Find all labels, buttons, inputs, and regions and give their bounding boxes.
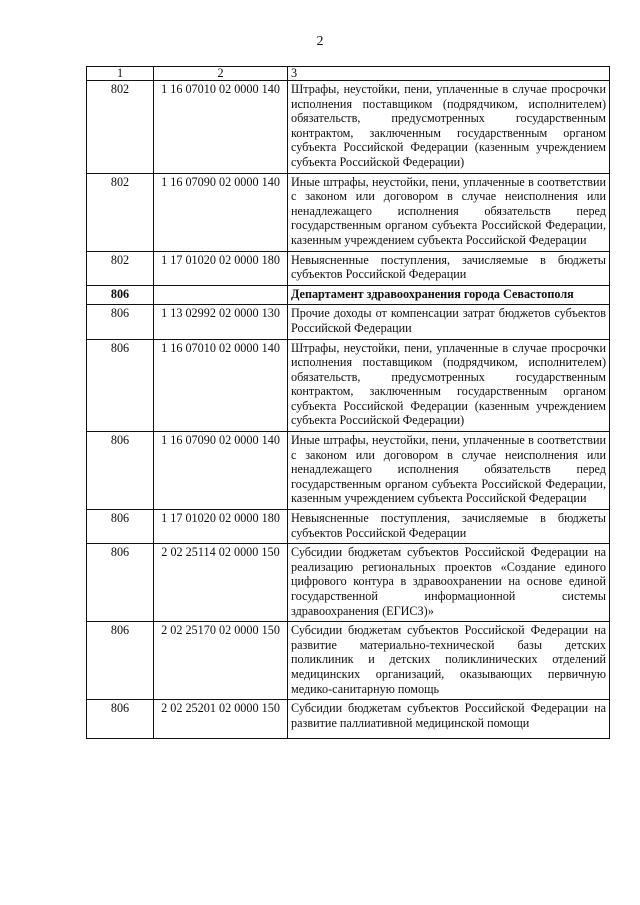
table-row	[87, 622, 610, 700]
budget-classification-code-cell: 2 02 25170 02 0000 150	[154, 622, 288, 700]
budget-classification-code-cell: 1 16 07090 02 0000 140	[154, 173, 288, 251]
budget-classification-code-cell: 2 02 25114 02 0000 150	[154, 544, 288, 622]
revenue-name-cell: Штрафы, неустойки, пени, уплаченные в случае просрочки исполнения поставщиком (подрядчиком, исполнителем) обязательств, предусмотренных государственным контрактом, заключенным государственным органом субъекта Российской Федерации (казенным учреждением субъекта Российской Федерации)	[288, 339, 610, 432]
revenue-name-cell: Иные штрафы, неустойки, пени, уплаченные в соответствии с законом или договором в случае неисполнения или ненадлежащего исполнения обязательств перед государственным органом субъекта Российской Федерации, казенным учреждением субъекта Российской Федерации	[288, 173, 610, 251]
table-row	[87, 544, 610, 622]
admin-code-cell: 806	[87, 285, 154, 305]
table-row	[87, 510, 610, 544]
admin-code-cell: 806	[87, 622, 154, 700]
revenue-name-cell: Субсидии бюджетам субъектов Российской Федерации на развитие паллиативной медицинской помощи	[288, 700, 610, 739]
admin-code-cell: 802	[87, 81, 154, 174]
table-row	[87, 339, 610, 432]
column-header-3: 3	[288, 67, 610, 81]
admin-code-cell: 806	[87, 339, 154, 432]
table-row	[87, 81, 610, 174]
table-row	[87, 305, 610, 339]
budget-classification-code-cell: 1 16 07010 02 0000 140	[154, 339, 288, 432]
revenue-name-cell: Иные штрафы, неустойки, пени, уплаченные в соответствии с законом или договором в случае неисполнения или ненадлежащего исполнения обязательств перед государственным органом субъекта Российской Федерации, казенным учреждением субъекта Российской Федерации	[288, 432, 610, 510]
column-number-row	[87, 67, 610, 81]
column-header-1: 1	[87, 67, 154, 81]
revenue-codes-table	[86, 66, 610, 739]
admin-code-cell: 806	[87, 700, 154, 739]
revenue-name-cell: Субсидии бюджетам субъектов Российской Федерации на развитие материально-технической базы детских поликлиник и детских поликлинических отделений медицинских организаций, оказывающих первичную медико-санитарную помощь	[288, 622, 610, 700]
table-row	[87, 251, 610, 285]
revenue-name-cell: Невыясненные поступления, зачисляемые в бюджеты субъектов Российской Федерации	[288, 510, 610, 544]
column-header-2: 2	[154, 67, 288, 81]
revenue-name-cell: Штрафы, неустойки, пени, уплаченные в случае просрочки исполнения поставщиком (подрядчиком, исполнителем) обязательств, предусмотренных государственным контрактом, заключенным государственным органом субъекта Российской Федерации (казенным учреждением субъекта Российской Федерации)	[288, 81, 610, 174]
budget-classification-code-cell: 2 02 25201 02 0000 150	[154, 700, 288, 739]
budget-classification-code-cell	[154, 285, 288, 305]
budget-classification-code-cell: 1 17 01020 02 0000 180	[154, 251, 288, 285]
admin-code-cell: 806	[87, 432, 154, 510]
admin-code-cell: 802	[87, 173, 154, 251]
page-number: 2	[316, 34, 324, 49]
table-body	[87, 67, 610, 739]
admin-code-cell: 806	[87, 544, 154, 622]
budget-classification-code-cell: 1 16 07010 02 0000 140	[154, 81, 288, 174]
admin-code-cell: 806	[87, 510, 154, 544]
budget-classification-code-cell: 1 16 07090 02 0000 140	[154, 432, 288, 510]
budget-classification-code-cell: 1 17 01020 02 0000 180	[154, 510, 288, 544]
revenue-name-cell: Прочие доходы от компенсации затрат бюджетов субъектов Российской Федерации	[288, 305, 610, 339]
admin-code-cell: 806	[87, 305, 154, 339]
section-header-row	[87, 285, 610, 305]
revenue-name-cell: Невыясненные поступления, зачисляемые в бюджеты субъектов Российской Федерации	[288, 251, 610, 285]
revenue-name-cell: Субсидии бюджетам субъектов Российской Федерации на реализацию региональных проектов «Создание единого цифрового контура в здравоохранении на основе единой государственной информационной системы здравоохранения (ЕГИСЗ)»	[288, 544, 610, 622]
budget-classification-code-cell: 1 13 02992 02 0000 130	[154, 305, 288, 339]
table-row	[87, 700, 610, 739]
table-row	[87, 432, 610, 510]
admin-code-cell: 802	[87, 251, 154, 285]
table-row	[87, 173, 610, 251]
revenue-name-cell: Департамент здравоохранения города Севастополя	[288, 285, 610, 305]
